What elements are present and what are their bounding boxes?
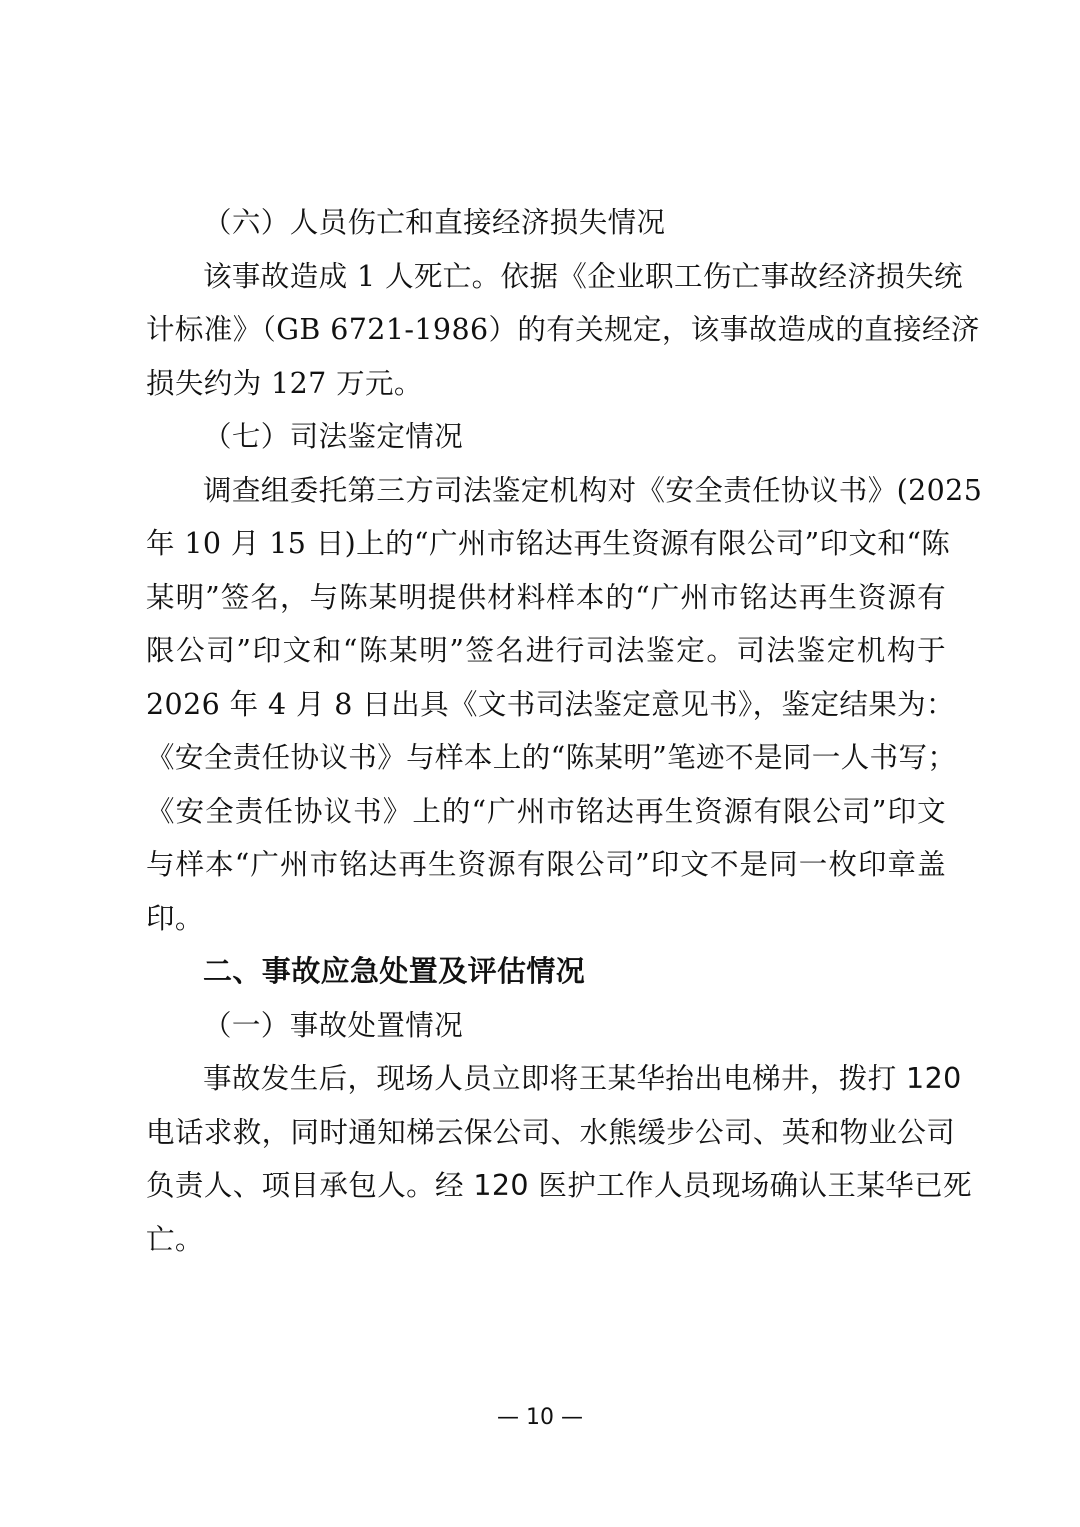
page-number: — 10 — — [497, 1405, 583, 1430]
paragraph-line: 计标准》（GB 6721-1986）的有关规定，该事故造成的直接经济 — [146, 313, 980, 346]
section-title-emergency: 二、事故应急处置及评估情况 — [203, 954, 586, 988]
document-body — [146, 196, 983, 1266]
subsection-title-handling: （一）事故处置情况 — [203, 1008, 464, 1042]
paragraph-line: 年 10 月 15 日)上的“广州市铭达再生资源有限公司”印文和“陈 — [146, 527, 951, 560]
paragraph-line: 2026 年 4 月 8 日出具《文书司法鉴定意见书》，鉴定结果为： — [146, 687, 955, 721]
paragraph-line: 限公司”印文和“陈某明”签名进行司法鉴定。司法鉴定机构于 — [146, 634, 946, 667]
paragraph-line: 调查组委托第三方司法鉴定机构对《安全责任协议书》(2025 — [203, 473, 983, 507]
paragraph-line: 《安全责任协议书》上的“广州市铭达再生资源有限公司”印文 — [146, 794, 946, 828]
paragraph-line: 《安全责任协议书》与样本上的“陈某明”笔迹不是同一人书写； — [146, 741, 957, 774]
paragraph-line: 事故发生后，现场人员立即将王某华抬出电梯井，拨打 120 — [203, 1062, 962, 1095]
paragraph-line: 负责人、项目承包人。经 120 医护工作人员现场确认王某华已死 — [146, 1169, 972, 1202]
paragraph-line: 某明”签名，与陈某明提供材料样本的“广州市铭达再生资源有 — [146, 580, 946, 614]
paragraph-line: 与样本“广州市铭达再生资源有限公司”印文不是同一枚印章盖 — [146, 848, 946, 881]
paragraph-line: 损失约为 127 万元。 — [146, 366, 423, 400]
paragraph-line: 亡。 — [146, 1222, 204, 1256]
paragraph-line: 印。 — [146, 901, 204, 935]
paragraph-line: 电话求救，同时通知梯云保公司、水熊缓步公司、英和物业公司 — [146, 1115, 956, 1149]
subsection-title-judicial: （七）司法鉴定情况 — [203, 420, 464, 453]
paragraph-line: 该事故造成 1 人死亡。依据《企业职工伤亡事故经济损失统 — [203, 259, 963, 293]
subsection-title-casualties: （六）人员伤亡和直接经济损失情况 — [203, 206, 666, 239]
